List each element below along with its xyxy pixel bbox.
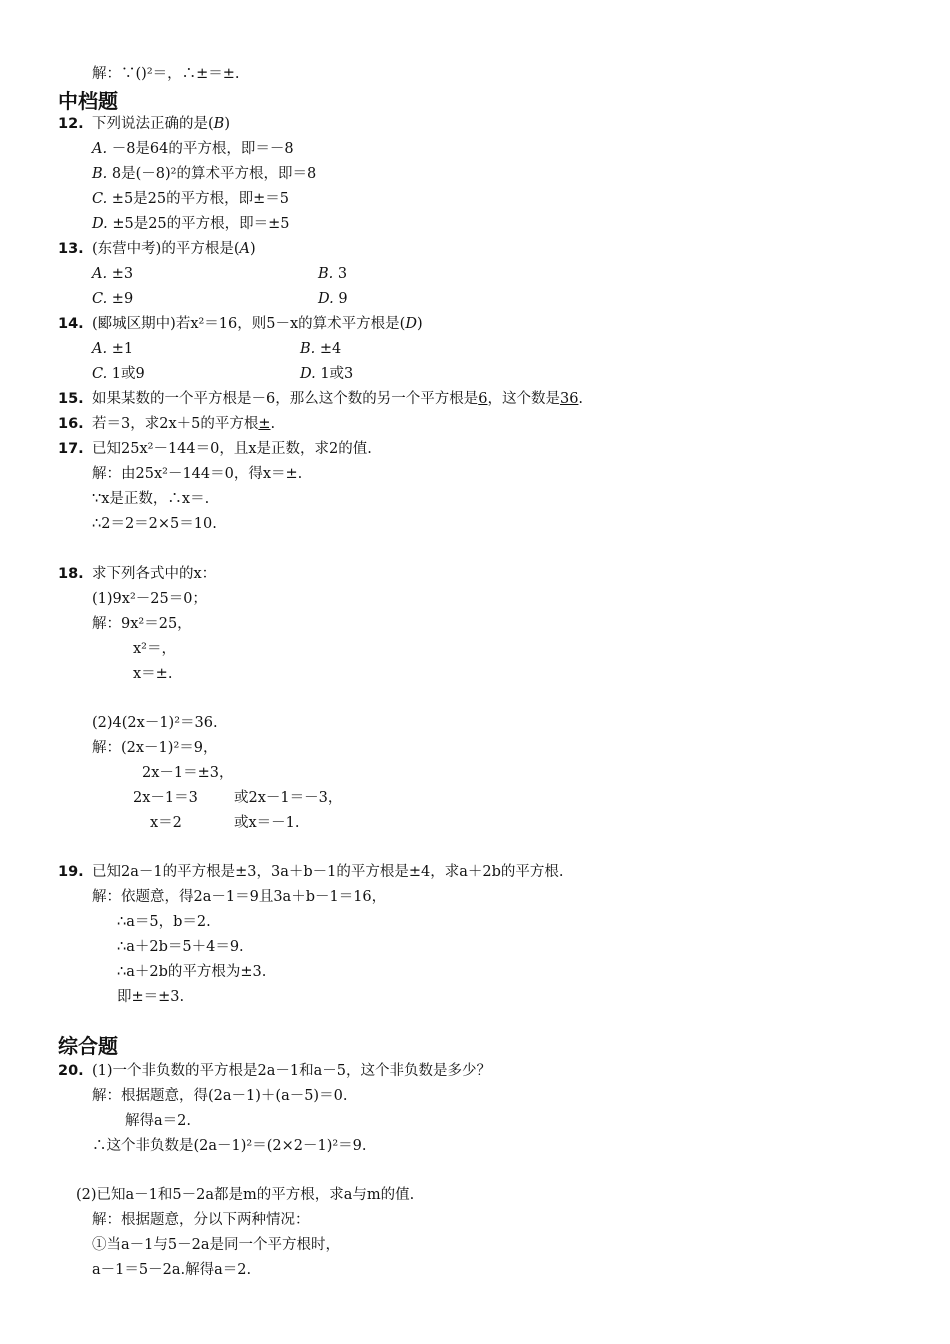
option-d [92, 214, 290, 234]
stem-text: 下列说法正确的是( [92, 116, 214, 132]
option-text: ±1 [111, 341, 134, 357]
option-letter: D. [318, 291, 334, 307]
stem-end: ) [416, 316, 423, 332]
option-c [92, 189, 289, 209]
question-number-19: 19. [58, 864, 84, 880]
stem-text: (郾城区期中)若x²＝16，则5－x的算术平方根是( [92, 316, 406, 332]
answer-choice: D [405, 316, 417, 332]
option-letter: C. [92, 191, 108, 207]
option-b [92, 164, 316, 184]
solution-line: 解得a＝2. [125, 1113, 191, 1129]
option-text: 3 [337, 266, 348, 282]
top-solution-line: 解：∵()²＝，∴±＝±. [92, 66, 240, 82]
option-c [92, 289, 133, 309]
question-number-20: 20. [58, 1063, 84, 1079]
section-heading-mid: 中档题 [58, 89, 118, 113]
option-text: ±3 [111, 266, 134, 282]
question-15-text [92, 389, 583, 409]
solution-line: ∵x是正数，∴x＝. [92, 491, 210, 507]
solution-line: 2x－1＝3 [133, 790, 198, 806]
stem-text: (东营中考)的平方根是( [92, 241, 240, 257]
option-letter: C. [92, 366, 108, 382]
solution-line: 即±＝±3. [117, 989, 185, 1005]
option-d [318, 289, 348, 309]
solution-line: x²＝， [133, 641, 176, 657]
solution-line: ①当a－1与5－2a是同一个平方根时， [92, 1237, 340, 1253]
stem-end: ) [224, 116, 230, 132]
option-text: 8是(－8)²的算术平方根，即＝8 [111, 166, 317, 182]
text-segment: . [578, 391, 584, 407]
question-16-text [92, 414, 275, 434]
option-b [318, 264, 347, 284]
option-letter: A. [92, 266, 108, 282]
question-17-stem: 已知25x²－144＝0，且x是正数，求2的值. [92, 441, 372, 457]
answer-blank: 6 [478, 391, 488, 407]
answer-choice: B [213, 116, 225, 132]
option-b [300, 339, 341, 359]
question-number-12: 12. [58, 116, 84, 132]
solution-line: 或2x－1＝－3， [234, 790, 343, 806]
option-letter: B. [300, 341, 316, 357]
question-18-stem: 求下列各式中的x： [92, 566, 217, 582]
answer-choice: A [239, 241, 250, 257]
option-text: ±5是25的平方根，即±＝5 [111, 191, 289, 207]
sub-question-1: (1)一个非负数的平方根是2a－1和a－5，这个非负数是多少？ [92, 1063, 492, 1079]
option-text: －8是64的平方根，即＝－8 [111, 141, 294, 157]
solution-line: ∴a＋2b＝5＋4＝9. [117, 939, 244, 955]
option-a [92, 264, 133, 284]
answer-blank: 36 [559, 391, 579, 407]
solution-line: 2x－1＝±3， [142, 765, 234, 781]
sub-question-2: (2)已知a－1和5－2a都是m的平方根，求a与m的值. [76, 1187, 415, 1203]
sub-question-1: (1)9x²－25＝0； [92, 591, 207, 607]
question-number-13: 13. [58, 241, 84, 257]
question-number-17: 17. [58, 441, 84, 457]
question-number-14: 14. [58, 316, 84, 332]
option-letter: D. [300, 366, 316, 382]
option-letter: A. [92, 341, 108, 357]
answer-blank: ± [258, 416, 271, 432]
option-text: ±4 [319, 341, 342, 357]
text-segment: . [270, 416, 276, 432]
solution-line: 解：由25x²－144＝0，得x＝±. [92, 466, 303, 482]
solution-line: ∴这个非负数是(2a－1)²＝(2×2－1)²＝9. [92, 1138, 367, 1154]
solution-line: 解：根据题意，得(2a－1)＋(a－5)＝0. [92, 1088, 348, 1104]
question-number-15: 15. [58, 391, 84, 407]
option-text: 1或3 [320, 366, 354, 382]
question-13-stem [92, 239, 256, 259]
question-number-18: 18. [58, 566, 84, 582]
option-letter: D. [92, 216, 108, 232]
question-number-16: 16. [58, 416, 84, 432]
solution-line: ∴a＋2b的平方根为±3. [117, 964, 267, 980]
solution-line: x＝±. [133, 666, 173, 682]
sub-question-2: (2)4(2x－1)²＝36. [92, 715, 218, 731]
option-text: 9 [338, 291, 348, 307]
question-14-stem [92, 314, 423, 334]
option-c [92, 364, 145, 384]
option-letter: B. [318, 266, 334, 282]
option-text: 1或9 [111, 366, 145, 382]
solution-line: x＝2 [150, 815, 182, 831]
text-segment: 若＝3，求2x＋5的平方根 [92, 416, 259, 432]
question-12-stem [92, 114, 230, 134]
text-segment: ，这个数是 [487, 391, 560, 407]
question-19-stem: 已知2a－1的平方根是±3，3a＋b－1的平方根是±4，求a＋2b的平方根. [92, 864, 564, 880]
solution-line: 解：依题意，得2a－1＝9且3a＋b－1＝16， [92, 889, 387, 905]
solution-line: 或x＝－1. [234, 815, 300, 831]
solution-line: 解：(2x－1)²＝9， [92, 740, 218, 756]
option-letter: B. [92, 166, 108, 182]
solution-line: 解：根据题意，分以下两种情况： [92, 1212, 310, 1228]
solution-line: ∴2＝2＝2×5＝10. [92, 516, 217, 532]
solution-line: a－1＝5－2a.解得a＝2. [92, 1262, 252, 1278]
option-d [300, 364, 353, 384]
option-text: ±9 [111, 291, 134, 307]
option-letter: A. [92, 141, 108, 157]
option-text: ±5是25的平方根，即＝±5 [112, 216, 290, 232]
option-a [92, 339, 133, 359]
solution-line: ∴a＝5，b＝2. [117, 914, 211, 930]
option-letter: C. [92, 291, 108, 307]
section-heading-synth: 综合题 [58, 1034, 118, 1058]
option-a [92, 139, 294, 159]
stem-end: ) [249, 241, 256, 257]
solution-line: 解：9x²＝25， [92, 616, 192, 632]
text-segment: 如果某数的一个平方根是－6，那么这个数的另一个平方根是 [92, 391, 479, 407]
